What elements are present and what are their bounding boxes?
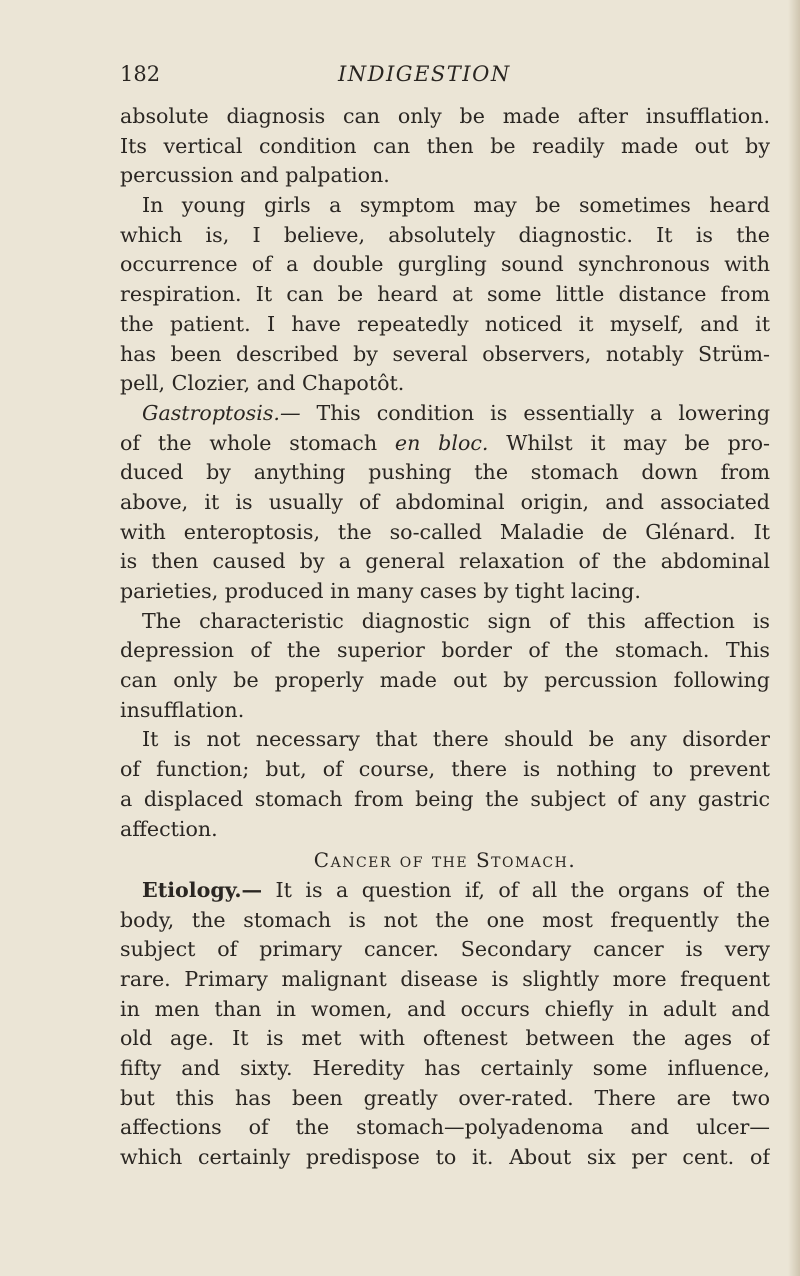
text-line <box>120 399 770 429</box>
text-line: absolute diagnosis can only be made after insufflation. <box>120 104 770 128</box>
text-line: rare. Primary malignant disease is slightly more frequent <box>120 966 770 991</box>
text-line: in men than in women, and occurs chiefly in adult and <box>120 996 770 1021</box>
text-line: old age. It is met with oftenest between the ages of <box>120 1026 770 1051</box>
text-line: body, the stomach is not the one most frequently the <box>120 907 770 932</box>
text-line: is then caused by a general relaxation of the abdominal <box>120 549 770 574</box>
text-line: affections of the stomach—polyadenoma and ulcer— <box>120 1115 770 1140</box>
etiology-term: Etiology.— <box>142 877 263 902</box>
page-edge-shadow <box>788 0 800 1276</box>
text-line: depression of the superior border of the stomach. This <box>120 638 770 663</box>
text-line: the patient. I have repeatedly noticed it myself, and it <box>120 311 770 336</box>
text-line: a displaced stomach from being the subject of any gastric <box>120 786 770 811</box>
text-line: Its vertical condition can then be readily made out by <box>120 133 770 158</box>
page-header <box>120 62 760 92</box>
en-bloc-term: en bloc. <box>394 430 489 455</box>
text-line: pell, Clozier, and Chapotôt. <box>120 371 405 396</box>
text-line: It is not necessary that there should be any disorder <box>142 727 770 752</box>
text-fragment: This condition is essentially a lowering <box>300 400 770 425</box>
text-line: has been described by several observers, notably Strüm- <box>120 341 770 366</box>
text-line: In young girls a symptom may be sometimes heard <box>142 193 770 218</box>
gastroptosis-term: Gastroptosis.— <box>142 400 301 425</box>
text-line: parieties, produced in many cases by tight lacing. <box>120 579 641 603</box>
body-text <box>120 102 770 1173</box>
text-line: percussion and palpation. <box>120 163 390 188</box>
running-head: INDIGESTION <box>338 62 511 86</box>
text-fragment: Whilst it may be pro- <box>488 430 770 455</box>
text-line: fifty and sixty. Heredity has certainly some influence, <box>120 1056 770 1080</box>
text-line: duced by anything pushing the stomach down from <box>120 460 770 485</box>
text-line: of function; but, of course, there is nothing to prevent <box>120 757 770 782</box>
text-line: but this has been greatly over-rated. There are two <box>120 1085 770 1110</box>
text-line: respiration. It can be heard at some little distance from <box>120 282 770 307</box>
text-line: affection. <box>120 816 218 841</box>
text-line: which is, I believe, absolutely diagnostic. It is the <box>120 222 770 247</box>
text-line: subject of primary cancer. Secondary cancer is very <box>120 937 770 962</box>
text-fragment: of the whole stomach <box>120 430 395 455</box>
text-line <box>120 429 770 459</box>
text-line: with enteroptosis, the so-called Maladie de Glénard. It <box>120 519 770 544</box>
text-line <box>120 876 770 906</box>
text-line: occurrence of a double gurgling sound synchronous with <box>120 252 770 277</box>
text-line: above, it is usually of abdominal origin, and associated <box>120 489 770 514</box>
text-line: insufflation. <box>120 697 245 722</box>
text-line: can only be properly made out by percussion following <box>120 668 770 693</box>
section-heading: Cancer of the Stomach. <box>313 848 577 873</box>
text-line: The characteristic diagnostic sign of this affection is <box>142 608 770 633</box>
page-number: 182 <box>120 62 161 86</box>
text-line: which certainly predispose to it. About six per cent. of <box>120 1145 770 1170</box>
text-fragment: It is a question if, of all the organs of the <box>262 877 770 902</box>
